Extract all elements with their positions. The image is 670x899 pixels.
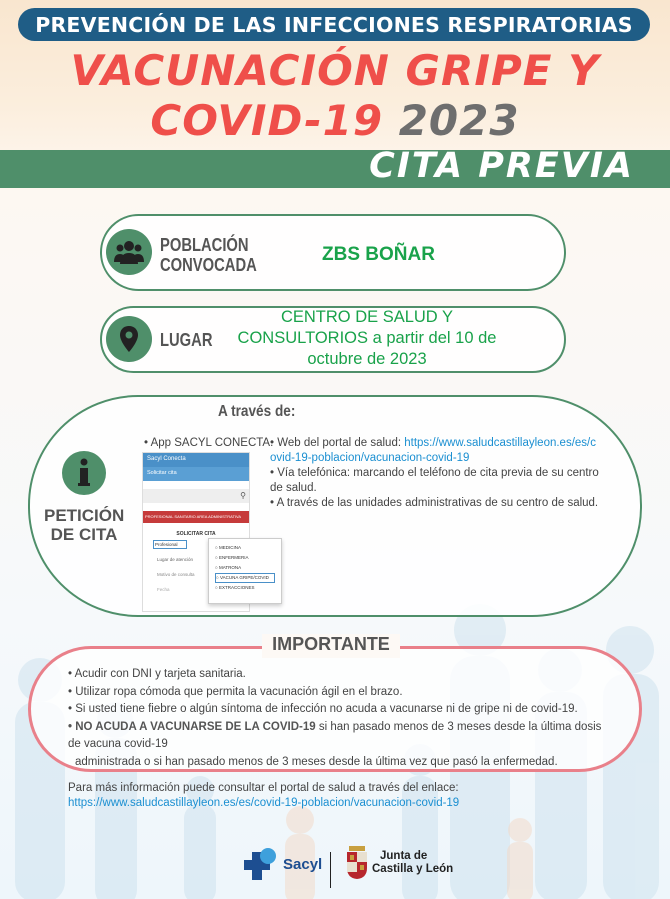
- app-option-selected: ○ VACUNA GRIPE/COVID: [215, 573, 275, 583]
- poblacion-label-line2: CONVOCADA: [160, 255, 257, 275]
- search-icon: ⚲: [240, 491, 246, 500]
- importante-list: [68, 666, 608, 772]
- web-item: [270, 436, 600, 466]
- importante-title: IMPORTANTE: [262, 634, 400, 658]
- app-option-label: MEDICINA: [218, 545, 241, 550]
- app-option-label: EXTRACCIONES: [218, 585, 255, 590]
- importante-item-warning-line2: administrada o si han pasado menos de 3 meses desde la última vez que pasó la enfermedad.: [75, 755, 558, 768]
- phone-item: • Vía telefónica: marcando el teléfono de cita previa de su centro de salud.: [270, 467, 599, 494]
- app-screen-options: [208, 538, 282, 604]
- importante-item: • Utilizar ropa cómoda que permita la vacunación ágil en el brazo.: [68, 685, 403, 698]
- lugar-label: LUGAR: [160, 330, 213, 350]
- app-screen-profesional: Profesional: [153, 540, 187, 549]
- importante-item: • Acudir con DNI y tarjeta sanitaria.: [68, 668, 246, 680]
- app-screen-motivo: Motivo de consulta: [157, 572, 195, 577]
- poblacion-label-line1: POBLACIÓN: [160, 235, 249, 255]
- app-option: ○ ENFERMERIA: [215, 555, 249, 560]
- junta-logo-text: [372, 850, 453, 876]
- app-screen-search: [143, 489, 249, 503]
- web-link[interactable]: https://www.saludcastillayleon.es/es/covid-19-poblacion/vacunacion-covid-19: [270, 437, 596, 464]
- app-option-label: VACUNA GRIPE/COVID: [219, 575, 269, 580]
- app-option: ○ MATRONA: [215, 565, 242, 570]
- app-screen-solicitar: SOLICITAR CITA: [176, 531, 216, 537]
- warning-rest: si han pasado menos de 3 meses desde la última dosis de vacuna covid-19: [68, 720, 602, 751]
- main-title-line2: [0, 96, 670, 145]
- peticion-label-line1: PETICIÓN: [44, 506, 125, 525]
- warning-bold: • NO ACUDA A VACUNARSE DE LA COVID-19: [68, 720, 316, 733]
- poblacion-value: ZBS BOÑAR: [322, 244, 435, 265]
- people-icon: [106, 229, 152, 275]
- admin-item: • A través de las unidades administrativas de su centro de salud.: [270, 497, 599, 509]
- peticion-label-line2: DE CITA: [50, 525, 118, 544]
- app-screen-fecha: Fecha: [157, 587, 170, 592]
- junta-line1: Junta de: [380, 850, 428, 862]
- app-screen-lugar: Lugar de atención: [157, 557, 194, 562]
- location-pin-icon: [106, 316, 152, 362]
- app-screen-tabs: PROFESIONAL SANITARIO AREA ADMINISTRATIVA: [143, 511, 249, 523]
- more-info: [68, 781, 459, 811]
- sacyl-logo: [244, 846, 322, 882]
- title-year: 2023: [398, 96, 520, 145]
- more-info-text: Para más información puede consultar el portal de salud a través del enlace:: [68, 782, 459, 794]
- junta-logo: [346, 846, 453, 880]
- lugar-value: CENTRO DE SALUD Y CONSULTORIOS a partir del 10 de octubre de 2023: [237, 308, 497, 368]
- more-info-link[interactable]: https://www.saludcastillayleon.es/es/covid-19-poblacion/vacunacion-covid-19: [68, 797, 460, 809]
- app-option-label: MATRONA: [218, 565, 242, 570]
- poblacion-label: [160, 235, 257, 275]
- importante-item: • Si usted tiene fiebre o algún síntoma de infección no acuda a vacunarse ni de gripe ni de covid-19.: [68, 703, 578, 716]
- sacyl-logo-text: Sacyl: [283, 855, 323, 873]
- sacyl-cross-icon: [244, 846, 280, 882]
- app-option: ○ MEDICINA: [215, 545, 241, 550]
- title-covid: COVID-19: [150, 96, 384, 145]
- logo-divider: [330, 852, 331, 888]
- web-item-prefix: • Web del portal de salud:: [270, 437, 405, 449]
- app-screen-sub: Solicitar cita: [143, 467, 249, 481]
- peticion-options-list: [270, 436, 600, 511]
- top-banner: PREVENCIÓN DE LAS INFECCIONES RESPIRATORIAS: [18, 8, 650, 41]
- junta-line2: Castilla y León: [372, 863, 454, 875]
- coat-of-arms-icon: [346, 846, 368, 880]
- main-title-line1: VACUNACIÓN GRIPE Y: [70, 46, 600, 95]
- app-screen-header: Sacyl Conecta: [143, 453, 249, 467]
- app-option: ○ EXTRACCIONES: [215, 585, 255, 590]
- peticion-title: A través de:: [218, 403, 296, 420]
- cita-previa-title: CITA PREVIA: [369, 146, 634, 186]
- app-option-label: ENFERMERIA: [218, 555, 249, 560]
- peticion-label: [44, 506, 124, 544]
- importante-item-warning: [68, 719, 608, 754]
- app-item: • App SACYL CONECTA.: [144, 437, 274, 449]
- info-icon: [62, 451, 106, 495]
